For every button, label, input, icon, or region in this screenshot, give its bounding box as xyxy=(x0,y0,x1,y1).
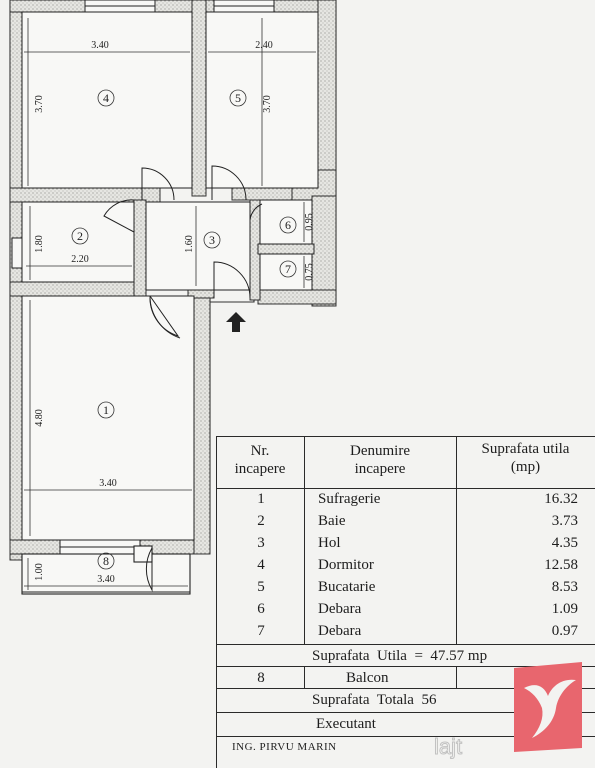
room-3-height-label: 1.60 xyxy=(184,235,195,253)
balcony-nr: 8 xyxy=(257,670,265,686)
row-name: Baie xyxy=(318,513,346,529)
room-8-width-label: 3.40 xyxy=(97,574,115,585)
row-name: Dormitor xyxy=(318,557,374,573)
room-1-height-label: 4.80 xyxy=(34,409,45,427)
row-name: Sufragerie xyxy=(318,491,381,507)
row-area: 3.73 xyxy=(551,513,578,529)
row-nr: 3 xyxy=(257,535,265,551)
row-name: Hol xyxy=(318,535,341,551)
row-nr: 7 xyxy=(257,623,265,639)
bird-logo-icon xyxy=(514,662,582,752)
row-area: 4.35 xyxy=(551,535,578,551)
room-3-number: 3 xyxy=(209,233,215,247)
row-area: 1.09 xyxy=(551,601,578,617)
row-area: 8.53 xyxy=(551,579,578,595)
room-3-floor xyxy=(146,202,250,290)
room-2-width-label: 2.20 xyxy=(71,254,89,265)
total-area: Suprafata Totala 56 xyxy=(312,692,437,708)
room-2-number: 2 xyxy=(77,229,83,243)
room-7-number: 7 xyxy=(285,262,291,276)
row-area: 16.32 xyxy=(544,491,578,507)
room-5-height-label: 3.70 xyxy=(262,95,273,113)
room-7-height-label: 0.75 xyxy=(304,263,315,281)
row-nr: 4 xyxy=(257,557,265,573)
room-5-width-label: 2.40 xyxy=(255,40,273,51)
executant-label: Executant xyxy=(316,716,376,732)
room-6-number: 6 xyxy=(285,218,291,232)
row-name: Debara xyxy=(318,601,362,617)
row-nr: 1 xyxy=(257,491,265,507)
row-name: Bucatarie xyxy=(318,579,376,595)
room-4-number: 4 xyxy=(103,91,109,105)
watermark-logo xyxy=(388,728,508,764)
room-8-height-label: 1.00 xyxy=(34,563,45,581)
room-5-number: 5 xyxy=(235,91,241,105)
useful-area-total: Suprafata Utila = 47.57 mp xyxy=(312,648,488,664)
room-4-width-label: 3.40 xyxy=(91,40,109,51)
row-nr: 5 xyxy=(257,579,265,595)
room-8-number: 8 xyxy=(103,554,109,568)
room-6-height-label: 0.95 xyxy=(304,213,315,231)
row-nr: 6 xyxy=(257,601,265,617)
room-1-number: 1 xyxy=(103,403,109,417)
balcony-name: Balcon xyxy=(346,670,389,686)
row-nr: 2 xyxy=(257,513,265,529)
room-4-height-label: 3.70 xyxy=(34,95,45,113)
header-name: Denumire incapere xyxy=(350,443,410,477)
room-2-height-label: 1.80 xyxy=(34,235,45,253)
engineer-name: ING. PIRVU MARIN xyxy=(232,741,337,753)
header-area: Suprafata utila (mp) xyxy=(481,441,570,475)
header-nr: Nr. incapere xyxy=(234,443,286,477)
watermark-text: lajt xyxy=(433,734,463,759)
row-area: 0.97 xyxy=(551,623,578,639)
arrow-up-icon xyxy=(226,312,246,332)
room-1-width-label: 3.40 xyxy=(99,478,117,489)
row-area: 12.58 xyxy=(544,557,578,573)
row-name: Debara xyxy=(318,623,362,639)
